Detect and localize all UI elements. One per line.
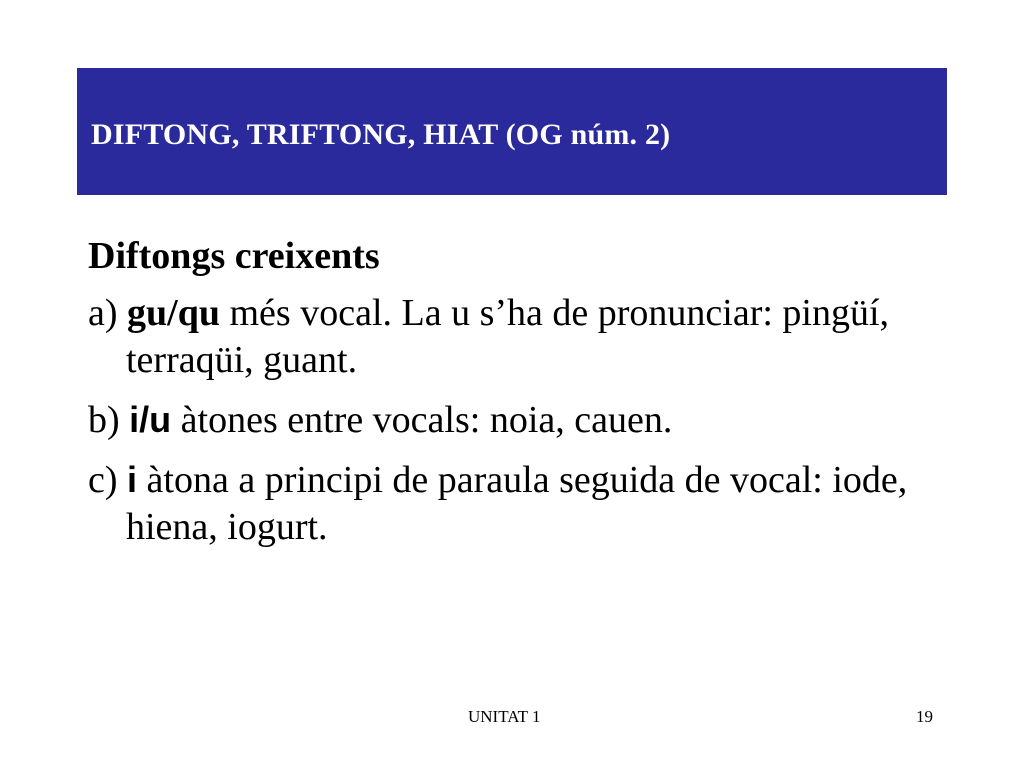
item-prefix: c): [88, 459, 128, 501]
item-prefix: a): [88, 292, 128, 334]
item-text: àtona a principi de paraula seguida de vocal: iode, hiena, iogurt.: [126, 459, 908, 548]
slide-title: DIFTONG, TRIFTONG, HIAT (OG núm. 2): [91, 118, 671, 151]
list-item-c: [88, 456, 948, 551]
item-keyword: gu/qu: [127, 292, 220, 334]
item-prefix: b): [88, 399, 130, 441]
item-text: àtones entre vocals: noia, cauen.: [171, 399, 673, 441]
section-heading: Diftongs creixents: [88, 235, 380, 277]
slide-body: [88, 233, 948, 563]
item-keyword: i/u: [129, 399, 172, 440]
title-bar: [77, 68, 947, 195]
item-keyword: i: [127, 459, 138, 500]
item-text: més vocal. La u s’ha de pronunciar: pingüí, terraqüi, guant.: [126, 292, 890, 381]
list-item-b: [88, 396, 948, 444]
page-number: 19: [916, 707, 933, 726]
footer-unit-label: UNITAT 1: [468, 707, 541, 726]
list-item-a: [88, 290, 948, 384]
